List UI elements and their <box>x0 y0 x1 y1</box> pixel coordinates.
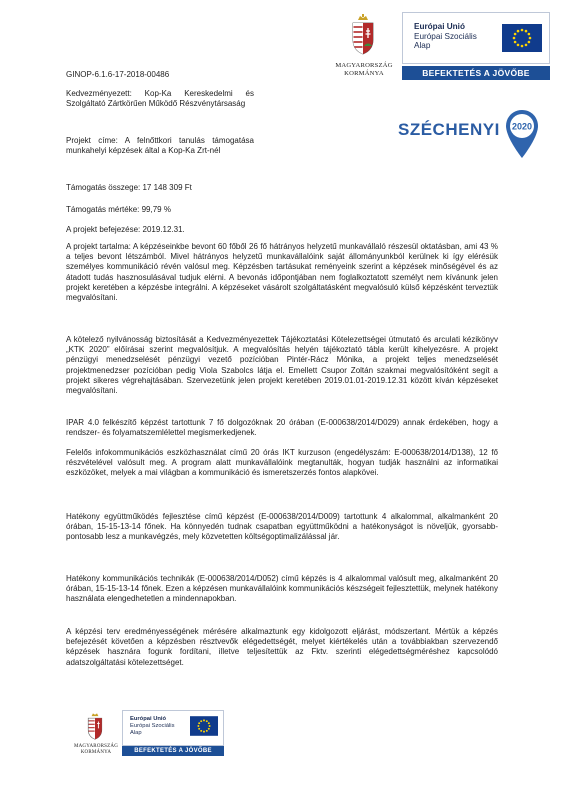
eu-fund-line-1: Európai Szociális <box>414 31 477 41</box>
gov-line-1: MAGYARORSZÁG <box>335 62 393 69</box>
support-amount: Támogatás összege: 17 148 309 Ft <box>66 183 192 192</box>
footer-eu-flag-icon <box>190 716 218 736</box>
project-title: Projekt címe: A felnőttkori tanulás támogatása munkahelyi képzések által a Kop-Ka Zrt-nél <box>66 136 254 156</box>
paragraph-ikt-course: Felelős infokommunikációs eszközhasználat című 20 órás IKT kurzuson (engedélyszám: E-000638/2014/D138), 12 fő részvételével valósult meg. A program alatt munkavállalóink megtanulták, hogyan tudják használni az informatikai eszközöket, melyek a mai világban a kommunikáció és ismeretszerzés fontos alapkövei. <box>66 448 498 478</box>
paragraph-cooperation-training: Hatékony együttműködés fejlesztése című képzést (E-000638/2014/D009) tartottunk 4 alkalommal, alkalmanként 20 órában, 15-15-13-14 főnek. Ha könnyedén tudnak csapatban együttműködni a hatékonyságot is növeljük, gyorsabb-pontosabb lesz a munkavégzés, mely közvetetten költségoptimalizálással jár. <box>66 512 498 542</box>
support-rate: Támogatás mértéke: 99,79 % <box>66 205 171 214</box>
footer-investment-banner: BEFEKTETÉS A JÖVŐBE <box>122 746 224 756</box>
footer-government-logo-text <box>70 744 122 756</box>
eu-title: Európai Unió <box>414 22 465 31</box>
footer-eu-fund-line-2: Alap <box>130 730 142 736</box>
gov-line-2: KORMÁNYA <box>344 70 384 77</box>
paragraph-ipar40: IPAR 4.0 felkészítő képzést tartottunk 7 fő dolgozóknak 20 órában (E-000638/2014/D029) annak érdekében, hogy a rendszer- és folyamatszemlélettel megismerkedjenek. <box>66 418 498 438</box>
szechenyi-2020-pin-icon <box>504 108 540 160</box>
beneficiary: Kedvezményezett: Kop-Ka Kereskedelmi és Szolgáltató Zártkörűen Működő Részvénytársaság <box>66 89 254 109</box>
project-code: GINOP-6.1.6-17-2018-00486 <box>66 70 170 79</box>
government-logo-text <box>326 62 402 78</box>
project-end-date: A projekt befejezése: 2019.12.31. <box>66 225 185 234</box>
footer-eu-title: Európai Unió <box>130 716 167 722</box>
szechenyi-logo-text: SZÉCHENYI <box>398 120 500 139</box>
paragraph-evaluation: A képzési terv eredményességének mérésére alkalmaztunk egy kidolgozott eljárást, módszertant. Mértük a képzés befejezését követően a képzésben résztvevők elégedettségét, melyet kiértékelés után a továbbiakban szervezendő képzések hasznára fogunk fordítani, illetve teljesítettük az Fktv. szerinti elégedettségméréshez kapcsolódó adatszolgáltatási kötelezettséget. <box>66 627 498 667</box>
eu-flag-icon <box>502 24 542 52</box>
paragraph-communication-training: Hatékony kommunikációs technikák (E-000638/2014/D052) című képzés is 4 alkalommal valósult meg, alkalmanként 20 órában, 15-15-13-14 főnek. Ezen a képzésen munkavállalóink kommunikációs készségeit fejlesztettük, melynek hatékony használata elengedhetetlen a mindennapokban. <box>66 574 498 604</box>
eu-logo-text <box>414 22 494 51</box>
paragraph-publicity: A kötelező nyilvánosság biztosítását a Kedvezményezettek Tájékoztatási Kötelezettségei útmutató és arculati kézikönyv „KTK 2020” előírásai szerint megvalósítjuk. A megvalósítás helyén tájékoztató tábla került kihelyezésre. A projekt pénzügyi menedzselését pénzügyi vezető pozícióban Pintér-Rácz Mónika, a projekt teljes menedzselését projektmenedzser pozícióban pedig Viola Szabolcs látja el. Emellett Csupor Zoltán szakmai megvalósítóként segít a projekt sikeres végrehajtásában. Szervezetünk jelen projekt keretében 2019.01.01-2019.12.31 között kíván képzéseket megvalósítani. <box>66 335 498 396</box>
szechenyi-year: 2020 <box>511 121 533 132</box>
hungarian-coat-of-arms-icon <box>350 14 376 58</box>
footer-coat-of-arms-icon <box>86 712 104 742</box>
footer-eu-logo-text <box>130 716 188 737</box>
paragraph-project-content: A projekt tartalma: A képzéseinkbe bevont 60 főből 26 fő hátrányos helyzetű munkavállaló részesül oktatásban, ami 43 % a teljes bevont létszámból. Mivel hátrányos helyzetű munkavállalóink saját állományunkból kerülnek ki így elérésük személyes kommunikáció révén valósul meg. Képzésben tartásukat reményeink szerint a képzések minőségével és az átadott tudás hasznosulásával tudjuk elérni. A bevonás időpontjában nem foglalkoztatott személyt nem kívánunk jelen projekt keretében a képzésbe integrálni. A képzéseket vásárolt szolgáltatásként megvalósuló külső képzésként terveztük megvalósítani. <box>66 242 498 303</box>
investment-banner: BEFEKTETÉS A JÖVŐBE <box>402 66 550 80</box>
eu-fund-line-2: Alap <box>414 41 431 51</box>
footer-gov-line-1: MAGYARORSZÁG <box>73 744 119 749</box>
footer-gov-line-2: KORMÁNYA <box>80 750 112 755</box>
footer-eu-fund-line-1: Európai Szociális <box>130 723 175 729</box>
